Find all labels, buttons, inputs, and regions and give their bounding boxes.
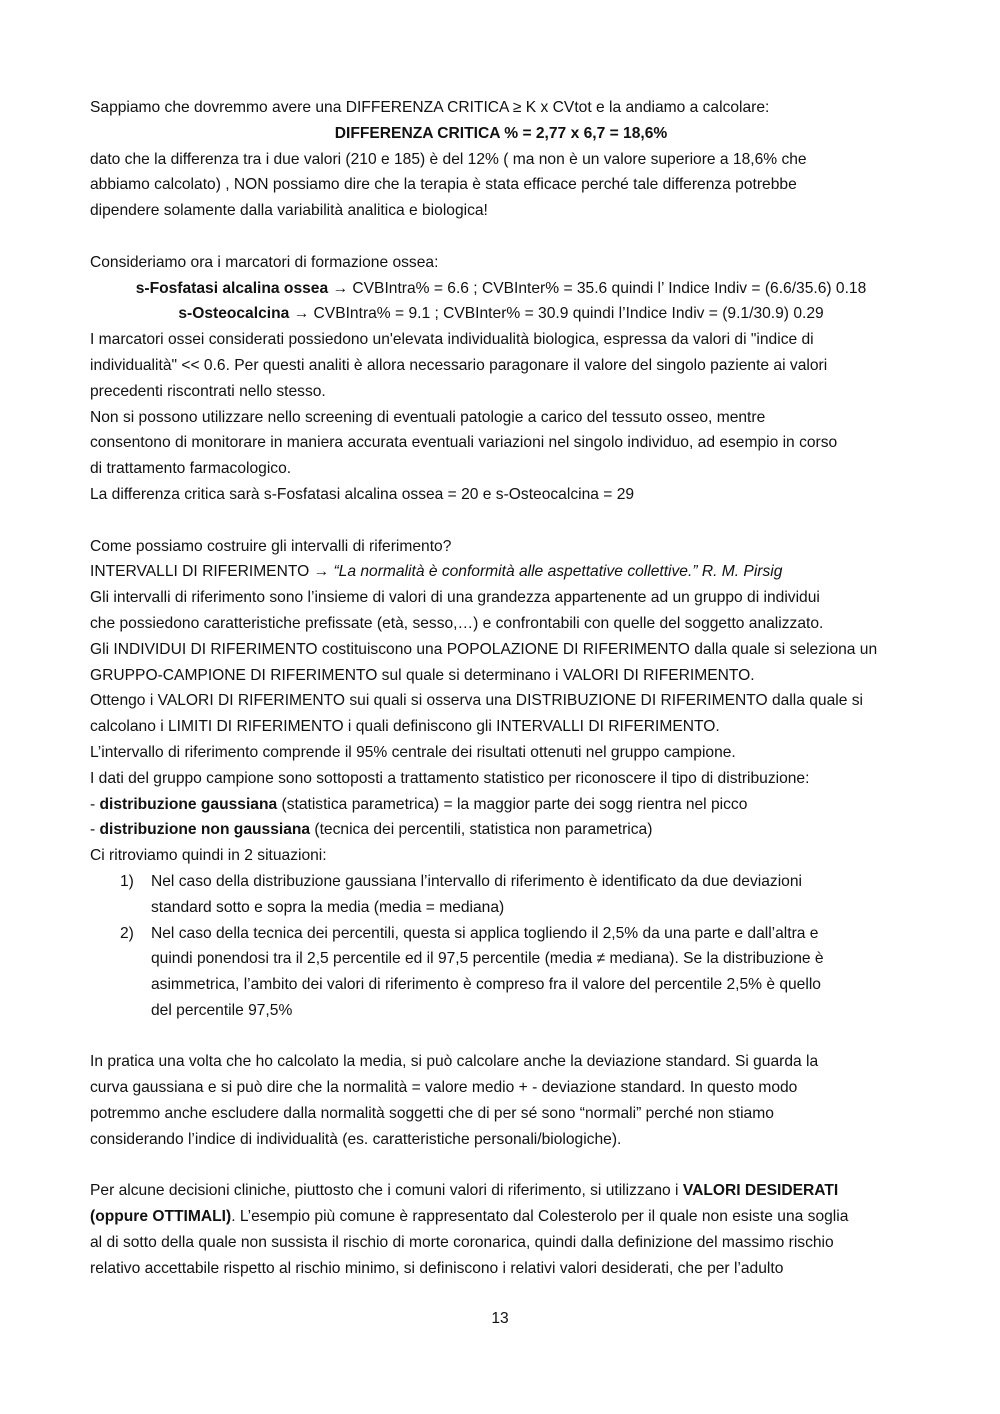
text-line: di trattamento farmacologico. <box>90 460 292 478</box>
marker-name: s-Fosfatasi alcalina ossea <box>135 279 329 297</box>
text-line: abbiamo calcolato) , NON possiamo dire che la terapia è stata efficace perché tale differenza potrebbe <box>90 176 797 194</box>
dash-marker: - <box>90 795 100 813</box>
text-line: consentono di monitorare in maniera accurata eventuali variazioni nel singolo individuo, ad esempio in corso <box>90 434 838 452</box>
text-line: relativo accettabile rispetto al rischio minimo, si definiscono i relativi valori desiderati, che per l’adulto <box>90 1259 784 1277</box>
marker-name: s-Osteocalcina <box>178 305 290 323</box>
dash-text: (statistica parametrica) = la maggior parte dei sogg rientra nel picco <box>277 795 748 813</box>
quote-lead: INTERVALLI DI RIFERIMENTO → <box>90 563 334 581</box>
marker-values: → CVBIntra% = 9.1 ; CVBInter% = 30.9 quindi l’Indice Indiv = (9.1/30.9) 0.29 <box>289 305 824 323</box>
text-line: Come possiamo costruire gli intervalli di riferimento? <box>90 537 452 555</box>
page-number: 13 <box>491 1310 509 1327</box>
formula-text: DIFFERENZA CRITICA % = 2,77 x 6,7 = 18,6% <box>334 124 668 142</box>
text-line <box>90 1178 912 1204</box>
text-line: potremmo anche escludere dalla normalità soggetti che di per sé sono “normali” perché non stiamo <box>90 1105 774 1123</box>
text-segment: . L’esempio più comune è rappresentato dal Colesterolo per il quale non esiste una soglia <box>231 1208 849 1226</box>
text-line: al di sotto della quale non sussista il rischio di morte coronarica, quindi dalla definizione del massimo rischio <box>90 1234 834 1252</box>
text-line: Gli INDIVIDUI DI RIFERIMENTO costituiscono una POPOLAZIONE DI RIFERIMENTO dalla quale si seleziona un <box>90 640 878 658</box>
text-line: Consideriamo ora i marcatori di formazione ossea: <box>90 253 439 271</box>
text-line: individualità" << 0.6. Per questi analiti è allora necessario paragonare il valore del singolo paziente ai valori <box>90 356 828 374</box>
blank-line <box>90 1153 912 1179</box>
blank-line <box>90 1024 912 1050</box>
quote-line <box>90 559 912 585</box>
text-line: GRUPPO-CAMPIONE DI RIFERIMENTO sul quale si determinano i VALORI DI RIFERIMENTO. <box>90 666 755 684</box>
text-line: curva gaussiana e si può dire che la normalità = valore medio + - deviazione standard. In questo modo <box>90 1079 798 1097</box>
text-line: L’intervallo di riferimento comprende il 95% centrale dei risultati ottenuti nel gruppo campione. <box>90 743 736 761</box>
dash-item <box>90 817 912 843</box>
bold-term: VALORI DESIDERATI <box>682 1182 839 1200</box>
text-line: In pratica una volta che ho calcolato la media, si può calcolare anche la deviazione standard. Si guarda la <box>90 1053 819 1071</box>
numbered-item <box>90 869 912 921</box>
item-line: Nel caso della distribuzione gaussiana l’intervallo di riferimento è identificato da due deviazioni <box>151 872 802 890</box>
blank-line <box>90 508 912 534</box>
text-line: Gli intervalli di riferimento sono l’insieme di valori di una grandezza appartenente ad un gruppo di individui <box>90 589 820 607</box>
blank-line <box>90 224 912 250</box>
text-line: dipendere solamente dalla variabilità analitica e biologica! <box>90 202 488 220</box>
text-segment: Per alcune decisioni cliniche, piuttosto che i comuni valori di riferimento, si utilizzano i <box>90 1182 683 1200</box>
item-number: 2) <box>120 924 134 942</box>
quote-text: “La normalità è conformità alle aspettative collettive.” R. M. Pirsig <box>333 563 783 581</box>
item-number: 1) <box>120 872 134 890</box>
text-line: considerando l’indice di individualità (es. caratteristiche personali/biologiche). <box>90 1130 622 1148</box>
marker-line <box>90 301 912 327</box>
text-line <box>90 1204 912 1230</box>
dash-item <box>90 792 912 818</box>
text-line: La differenza critica sarà s-Fosfatasi alcalina ossea = 20 e s-Osteocalcina = 29 <box>90 485 635 503</box>
text-line: Non si possono utilizzare nello screening di eventuali patologie a carico del tessuto osseo, mentre <box>90 408 766 426</box>
text-line: precedenti riscontrati nello stesso. <box>90 382 326 400</box>
text-line: Sappiamo che dovremmo avere una DIFFERENZA CRITICA ≥ K x CVtot e la andiamo a calcolare: <box>90 99 770 116</box>
text-line: Ottengo i VALORI DI RIFERIMENTO sui quali si osserva una DISTRIBUZIONE DI RIFERIMENTO dalla quale si <box>90 692 863 710</box>
marker-values: → CVBIntra% = 6.6 ; CVBInter% = 35.6 quindi l’ Indice Indiv = (6.6/35.6) 0.18 <box>328 279 867 297</box>
bold-term: (oppure OTTIMALI) <box>90 1208 232 1226</box>
text-line: calcolano i LIMITI DI RIFERIMENTO i quali definiscono gli INTERVALLI DI RIFERIMENTO. <box>90 718 720 736</box>
item-line: asimmetrica, l’ambito dei valori di riferimento è compreso fra il valore del percentile 2,5% è quello <box>151 976 821 994</box>
item-line: quindi ponendosi tra il 2,5 percentile ed il 97,5 percentile (media ≠ mediana). Se la distribuzione è <box>151 950 824 968</box>
text-line: I dati del gruppo campione sono sottoposti a trattamento statistico per riconoscere il tipo di distribuzione: <box>90 769 810 787</box>
item-line: del percentile 97,5% <box>151 1001 293 1019</box>
marker-line <box>90 276 912 302</box>
formula-line <box>90 121 912 147</box>
page-body <box>90 95 912 1282</box>
dash-term: distribuzione gaussiana <box>99 795 278 813</box>
dash-term: distribuzione non gaussiana <box>99 821 311 839</box>
dash-text: (tecnica dei percentili, statistica non parametrica) <box>310 821 653 839</box>
numbered-item <box>90 921 912 1024</box>
item-line: standard sotto e sopra la media (media = mediana) <box>151 898 505 916</box>
dash-marker: - <box>90 821 100 839</box>
item-line: Nel caso della tecnica dei percentili, questa si applica togliendo il 2,5% da una parte e dall’altra e <box>151 924 819 942</box>
text-line: Ci ritroviamo quindi in 2 situazioni: <box>90 847 327 865</box>
text-line: che possiedono caratteristiche prefissate (età, sesso,…) e confrontabili con quelle del soggetto analizzato. <box>90 614 824 632</box>
text-line: dato che la differenza tra i due valori (210 e 185) è del 12% ( ma non è un valore superiore a 18,6% che <box>90 150 807 168</box>
text-line: I marcatori ossei considerati possiedono un'elevata individualità biologica, espressa da valori di "indice di <box>90 331 814 349</box>
